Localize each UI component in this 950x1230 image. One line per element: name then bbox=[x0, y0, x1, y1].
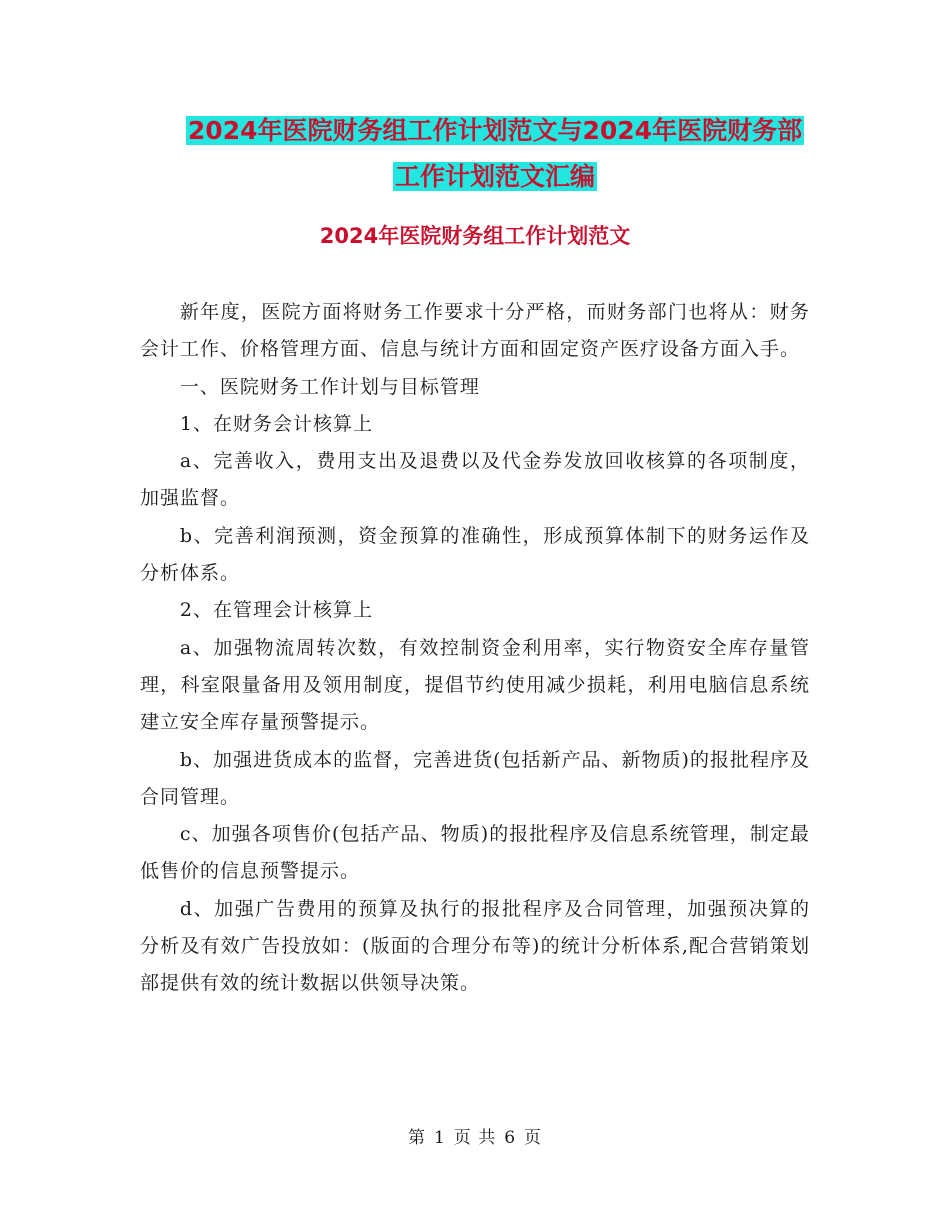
document-title bbox=[140, 108, 850, 200]
title-line-2: 工作计划范文汇编 bbox=[394, 162, 595, 191]
paragraph-item-1a: a、完善收入，费用支出及退费以及代金券发放回收核算的各项制度，加强监督。 bbox=[140, 450, 810, 510]
paragraph-item-2b: b、加强进货成本的监督，完善进货(包括新产品、新物质)的报批程序及合同管理。 bbox=[140, 748, 810, 808]
paragraph-item-1b: b、完善利润预测，资金预算的准确性，形成预算体制下的财务运作及分析体系。 bbox=[140, 524, 810, 585]
paragraph-intro: 新年度，医院方面将财务工作要求十分严格，而财务部门也将从：财务会计工作、价格管理方面、信息与统计方面和固定资产医疗设备方面入手。 bbox=[140, 301, 810, 361]
footer-prefix: 第 bbox=[407, 1128, 426, 1148]
section-heading: 2024年医院财务组工作计划范文 bbox=[319, 224, 631, 248]
paragraph-item-2c: c、加强各项售价(包括产品、物质)的报批程序及信息系统管理，制定最低售价的信息预警提示。 bbox=[140, 823, 810, 883]
heading-management-accounting: 2、在管理会计核算上 bbox=[179, 599, 373, 622]
heading-financial-accounting: 1、在财务会计核算上 bbox=[179, 412, 373, 435]
heading-section-1: 一、医院财务工作计划与目标管理 bbox=[179, 375, 480, 398]
document-body bbox=[140, 294, 810, 1003]
footer-suffix: 页 bbox=[524, 1128, 543, 1148]
page-footer bbox=[0, 1126, 950, 1150]
footer-mid: 页 共 bbox=[453, 1128, 497, 1148]
title-line-1: 2024年医院财务组工作计划范文与2024年医院财务部 bbox=[187, 116, 803, 145]
page-total: 6 bbox=[504, 1128, 517, 1148]
page-number: 1 bbox=[433, 1128, 446, 1148]
paragraph-item-2d: d、加强广告费用的预算及执行的报批程序及合同管理，加强预决算的分析及有效广告投放如：(版面的合理分布等)的统计分析体系,配合营销策划部提供有效的统计数据以供领导决策。 bbox=[140, 897, 810, 995]
paragraph-item-2a: a、加强物流周转次数，有效控制资金利用率，实行物资安全库存量管理，科室限量备用及领用制度，提倡节约使用减少损耗，利用电脑信息系统建立安全库存量预警提示。 bbox=[140, 636, 810, 734]
